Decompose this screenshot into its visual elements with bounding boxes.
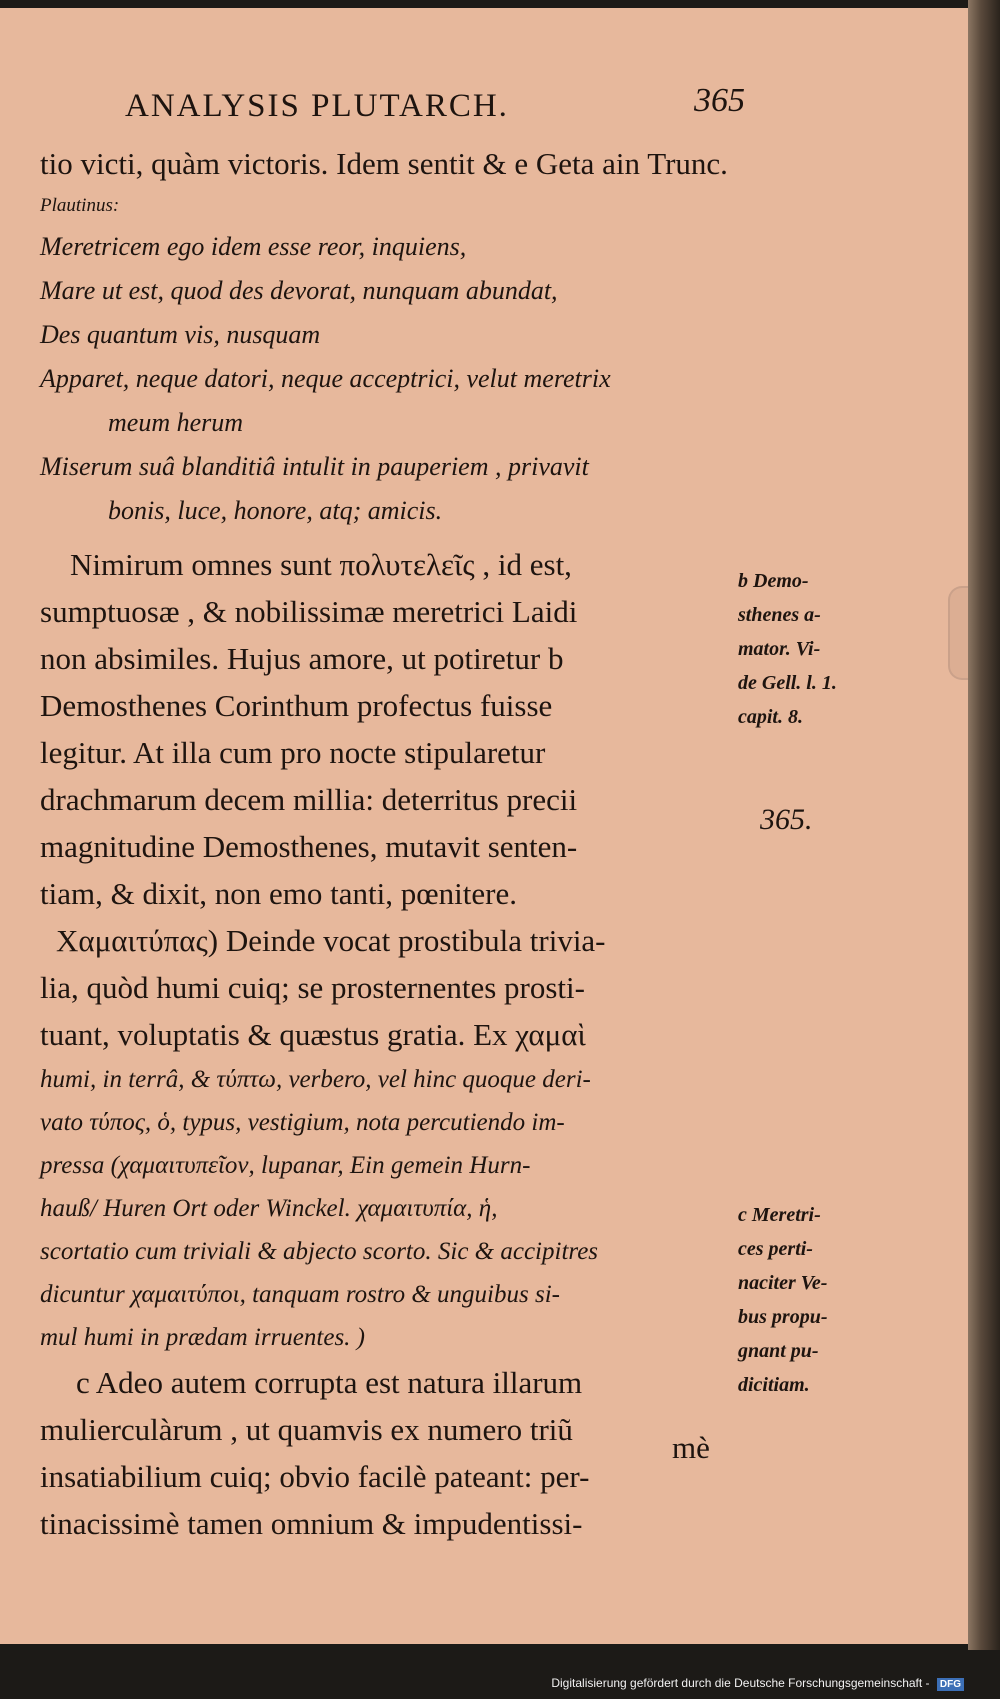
text-line: pressa (χαμαιτυπεῖον, lupanar, Ein gemein Hurn- [40,1152,531,1179]
margin-note-c [738,1198,827,1402]
verse-line: Miserum suâ blanditiâ intulit in pauperiem , privavit [40,452,589,481]
verse-line: bonis, luce, honore, atq; amicis. [108,496,443,525]
text-line: c Adeo autem corrupta est natura illarum [76,1365,583,1400]
text-line: insatiabilium cuiq; obvio facilè pateant: per- [40,1459,590,1494]
text-line: Demosthenes Corinthum profectus fuisse [40,688,553,723]
margin-note-line: mator. Vi- [738,638,821,660]
credit-text: Digitalisierung gefördert durch die Deutsche Forschungsgemeinschaft - [551,1676,930,1690]
verse-line: Meretricem ego idem esse reor, inquiens, [40,232,467,261]
margin-note-line: de Gell. l. 1. [738,672,837,694]
text-line: humi, in terrâ, & τύπτω, verbero, vel hinc quoque deri- [40,1066,591,1093]
text-line: tinacissimè tamen omnium & impudentissi- [40,1506,583,1541]
text-line: tuant, voluptatis & quæstus gratia. Ex χαμαὶ [40,1017,586,1052]
catchword: mè [672,1430,710,1465]
margin-note-line: naciter Ve- [738,1272,828,1294]
margin-note-line: gnant pu- [738,1340,819,1362]
margin-note-line: ces perti- [738,1238,813,1260]
text-line: scortatio cum triviali & abjecto scorto. Sic & accipitres [40,1238,599,1265]
margin-note-line: b Demo- [738,570,809,592]
running-head: ANALYSIS PLUTARCH. [125,88,509,124]
margin-note-line: sthenes a- [738,604,821,626]
text-line: dicuntur χαμαιτύποι, tanquam rostro & unguibus si- [40,1281,560,1308]
footer-credit [551,1676,964,1691]
text-line: sumptuosæ , & nobilissimæ meretrici Laidi [40,594,578,629]
text-line: tiam, & dixit, non emo tanti, pœnitere. [40,876,517,911]
text-line: Plautinus: [40,195,120,216]
page-number: 365 [694,82,745,119]
margin-note-b [738,564,837,734]
text-line: drachmarum decem millia: deterritus precii [40,782,578,817]
verse-line: meum herum [108,408,244,437]
text-line: hauß/ Huren Ort oder Winckel. χαμαιτυπία, ἡ, [40,1195,498,1222]
text-line: tio victi, quàm victoris. Idem sentit & e Geta ain Trunc. [40,146,728,181]
text-line: magnitudine Demosthenes, mutavit senten- [40,829,578,864]
margin-note-line: capit. 8. [738,706,803,728]
text-line: vato τύπος, ὁ, typus, vestigium, nota percutiendo im- [40,1109,565,1136]
verse-line: Apparet, neque datori, neque acceptrici, velut meretrix [40,364,611,393]
footer-bar [0,1650,1000,1699]
margin-page-ref: 365. [760,803,813,836]
text-line: mulierculàrum , ut quamvis ex numero triũ [40,1412,573,1447]
text-line: legitur. At illa cum pro nocte stipularetur [40,735,546,770]
text-line: Χαμαιτύπας) Deinde vocat prostibula trivia- [56,923,606,958]
page-header [125,82,745,132]
margin-note-line: bus propu- [738,1306,828,1328]
book-page [0,8,970,1644]
margin-note-line: dicitiam. [738,1374,810,1396]
text-line: mul humi in prædam irruentes. ) [40,1324,365,1351]
dfg-logo: DFG [937,1678,964,1691]
verse-line: Des quantum vis, nusquam [40,320,321,349]
text-line: lia, quòd humi cuiq; se prosternentes prosti- [40,970,585,1005]
text-line: non absimiles. Hujus amore, ut potiretur b [40,641,564,676]
verse-line: Mare ut est, quod des devorat, nunquam abundat, [40,276,558,305]
main-text [40,140,730,1547]
margin-note-line: c Meretri- [738,1204,821,1226]
book-edge [968,0,1000,1650]
text-line: Nimirum omnes sunt πολυτελεῖς , id est, [70,547,572,582]
